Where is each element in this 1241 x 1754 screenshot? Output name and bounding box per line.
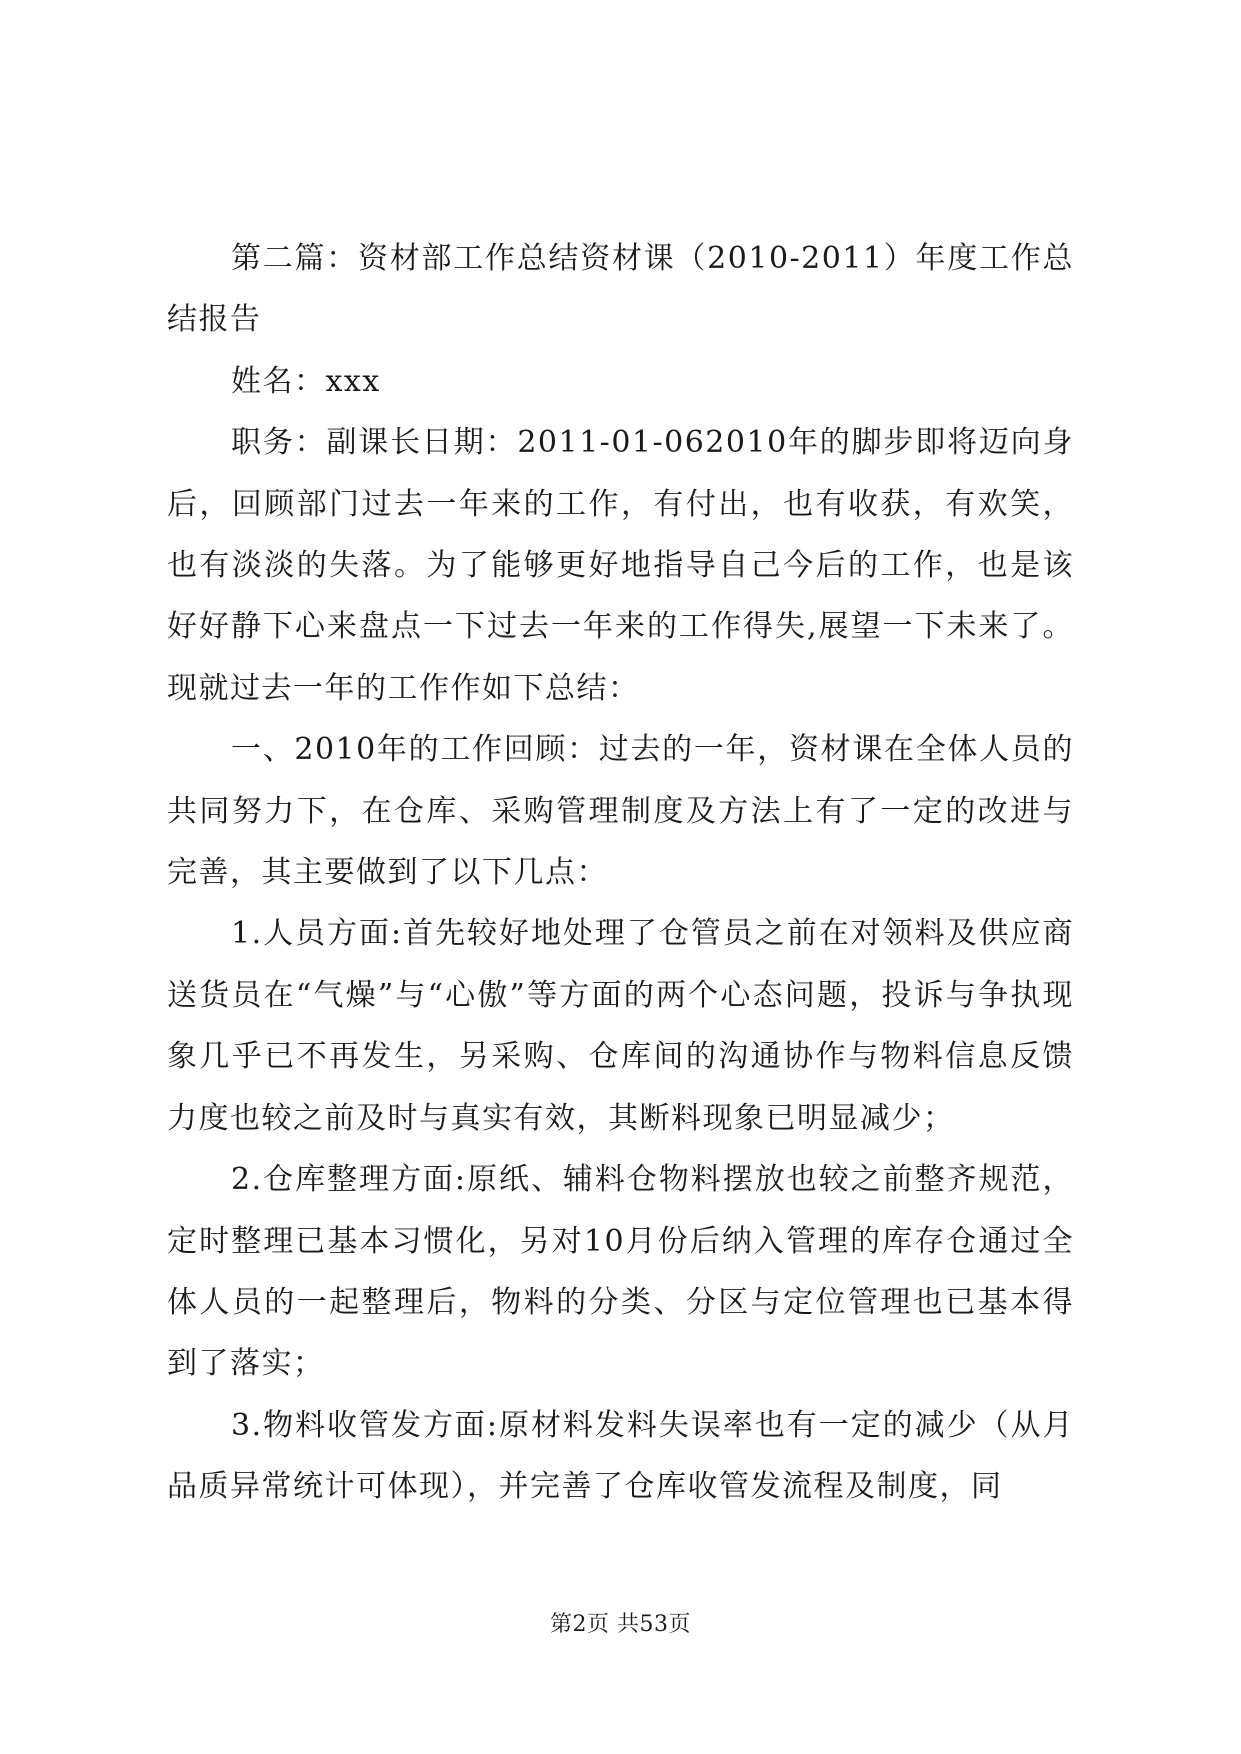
paragraph-warehouse: 2.仓库整理方面:原纸、辅料仓物料摆放也较之前整齐规范，定时整理已基本习惯化，另对10月份后纳入管理的库存仓通过全体人员的一起整理后，物料的分类、分区与定位管理也已基本得到了落实； xyxy=(167,1162,1074,1382)
paragraph-materials: 3.物料收管发方面:原材料发料失误率也有一定的减少（从月品质异常统计可体现），并完善了仓库收管发流程及制度，同 xyxy=(167,1407,1074,1505)
paragraph-personnel: 1.人员方面:首先较好地处理了仓管员之前在对领料及供应商送货员在“气燥”与“心傲”等方面的两个心态问题，投诉与争执现象几乎已不再发生，另采购、仓库间的沟通协作与物料信息反馈力度也较之前及时与真实有效，其断料现象已明显减少； xyxy=(167,916,1074,1136)
paragraph-intro: 职务：副课长日期：2011-01-062010年的脚步即将迈向身后，回顾部门过去一年来的工作，有付出，也有收获，有欢笑，也有淡淡的失落。为了能够更好地指导自己今后的工作，也是该好好静下心来盘点一下过去一年来的工作得失,展望一下未来了。现就过去一年的工作作如下总结： xyxy=(167,425,1074,706)
document-body xyxy=(167,228,1074,1518)
page-number-footer: 第2页 共53页 xyxy=(550,1612,691,1637)
paragraph-title: 第二篇：资材部工作总结资材课（2010-2011）年度工作总结报告 xyxy=(167,241,1074,338)
paragraph-name: 姓名：xxx xyxy=(231,363,381,399)
paragraph-review: 一、2010年的工作回顾：过去的一年，资材课在全体人员的共同努力下，在仓库、采购管理制度及方法上有了一定的改进与完善，其主要做到了以下几点： xyxy=(167,732,1074,891)
